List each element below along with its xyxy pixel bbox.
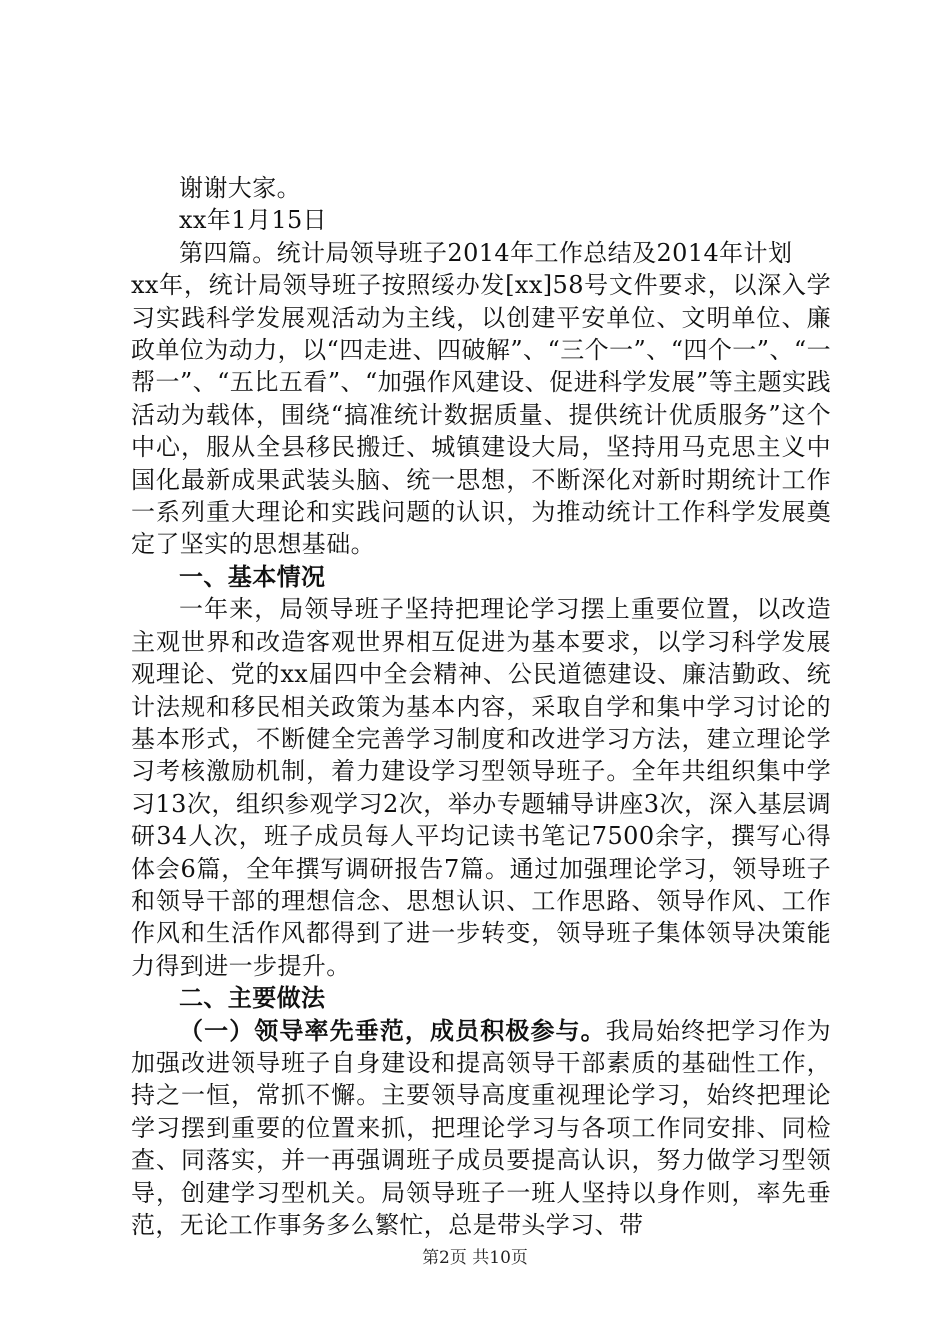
heading-main-practices: 二、主要做法: [179, 984, 326, 1013]
practice-one-paragraph: [131, 1015, 831, 1242]
practice-one-body: 我局始终把学习作为加强改进领导班子自身建设和提高领导干部素质的基础性工作，持之一恒，常抓不懈。主要领导高度重视理论学习，始终把理论学习摆到重要的位置来抓，把理论学习与各项工作同安排、同检查、同落实，并一再强调班子成员要提高认识，努力做学习型领导，创建学习型机关。局领导班子一班人坚持以身作则，率先垂范，无论工作事务多么繁忙，总是带头学习、带: [131, 1016, 831, 1239]
closing-line: 谢谢大家。: [179, 174, 301, 202]
practice-one-title: （一）领导率先垂范，成员积极参与。: [179, 1016, 606, 1045]
document-body: [131, 172, 831, 1241]
basic-situation-paragraph: 一年来，局领导班子坚持把理论学习摆上重要位置，以改造主观世界和改造客观世界相互促进为基本要求，以学习科学发展观理论、党的xx届四中全会精神、公民道德建设、廉洁勤政、统计法规和移民相关政策为基本内容，采取自学和集中学习讨论的基本形式，不断健全完善学习制度和改进学习方法，建立理论学习考核激励机制，着力建设学习型领导班子。全年共组织集中学习13次，组织参观学习2次，举办专题辅导讲座3次，深入基层调研34人次，班子成员每人平均记读书笔记7500余字，撰写心得体会6篇，全年撰写调研报告7篇。通过加强理论学习，领导班子和领导干部的理想信念、思想认识、工作思路、领导作风、工作作风和生活作风都得到了进一步转变，领导班子集体领导决策能力得到进一步提升。: [131, 595, 831, 980]
intro-paragraph: xx年，统计局领导班子按照绥办发[xx]58号文件要求，以深入学习实践科学发展观活动为主线，以创建平安单位、文明单位、廉政单位为动力，以“四走进、四破解”、“三个一”、“四个一”、“一帮一”、“五比五看”、“加强作风建设、促进科学发展”等主题实践活动为载体，围绕“搞准统计数据质量、提供统计优质服务”这个中心，服从全县移民搬迁、城镇建设大局，坚持用马克思主义中国化最新成果武装头脑、统一思想，不断深化对新时期统计工作一系列重大理论和实践问题的认识，为推动统计工作科学发展奠定了坚实的思想基础。: [131, 271, 831, 559]
page-footer: 第2页 共10页: [422, 1248, 528, 1268]
date-line: xx年1月15日: [179, 206, 328, 235]
section-title: 第四篇。统计局领导班子2014年工作总结及2014年计划: [179, 238, 793, 267]
heading-basic-situation: 一、基本情况: [179, 562, 326, 591]
